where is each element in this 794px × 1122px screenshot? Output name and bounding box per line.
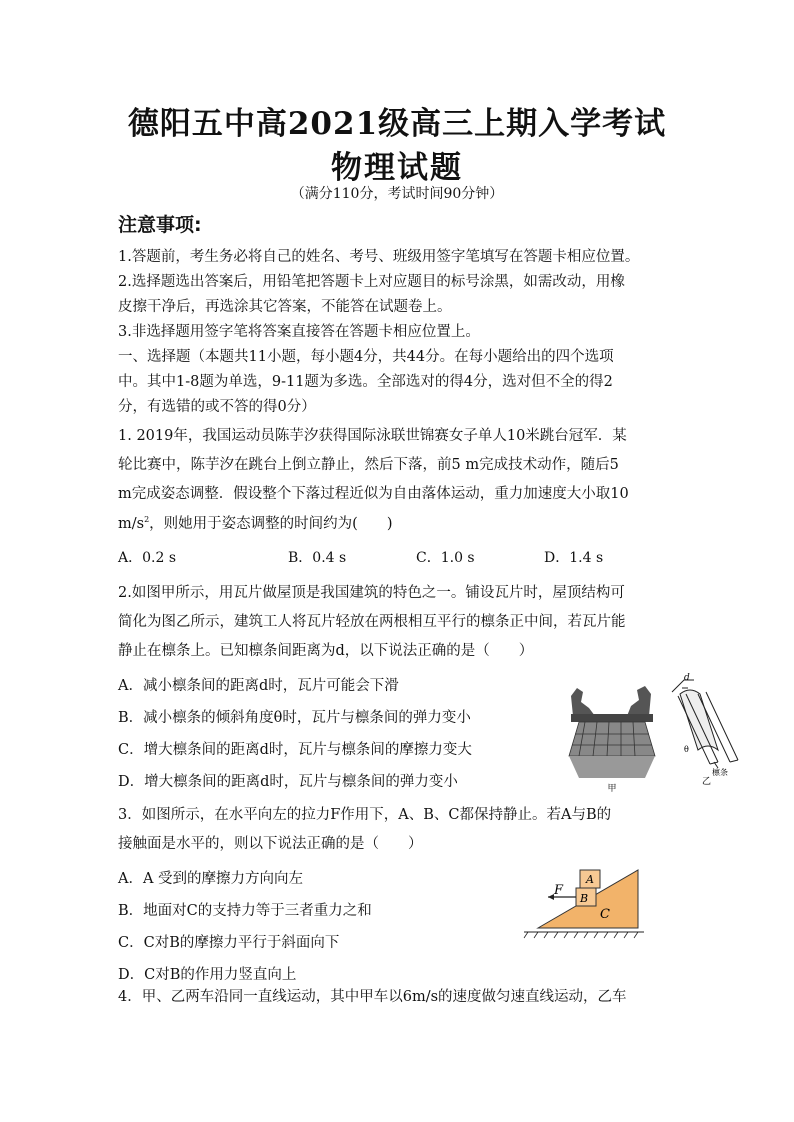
q1-question-end: ，则她用于姿态调整的时间约为( )	[149, 515, 393, 532]
theta-label: θ	[684, 745, 689, 754]
subject-title: 物理试题	[331, 150, 463, 186]
roof-tiles	[569, 722, 655, 756]
q2-line: 2.如图甲所示，用瓦片做屋顶是我国建筑的特色之一。铺设瓦片时，屋顶结构可	[118, 585, 625, 601]
section-intro-line: 一、选择题（本题共11小题，每小题4分，共44分。在每小题给出的四个选项	[118, 349, 614, 365]
purlin-figure	[662, 672, 742, 787]
q1-line: 1. 2019年，我国运动员陈芋汐获得国际泳联世锦赛女子单人10米跳台冠军．某	[118, 428, 627, 444]
roof-ridge-ornament	[571, 686, 653, 722]
q3-line: 3．如图所示，在水平向左的拉力F作用下，A、B、C都保持静止。若A与B的	[118, 807, 612, 823]
q3-option-a: A．A 受到的摩擦力方向向左	[118, 871, 304, 887]
q1-option-b: B．0.4 s	[288, 550, 347, 566]
q3-option-c: C．C对B的摩擦力平行于斜面向下	[118, 935, 340, 951]
purlin-label: 檩条	[712, 768, 728, 777]
notice-line: 1.答题前，考生务必将自己的姓名、考号、班级用签字笔填写在答题卡相应位置。	[118, 249, 640, 265]
q1-option-c: C．1.0 s	[416, 550, 475, 566]
q2-option-c: C．增大檩条间的距离d时，瓦片与檩条间的摩擦力变大	[118, 742, 472, 758]
exam-info: （满分110分，考试时间90分钟）	[290, 186, 504, 202]
q2-option-a: A．减小檩条间的距离d时，瓦片可能会下滑	[118, 678, 399, 694]
q2-option-b: B．减小檩条的倾斜角度θ时，瓦片与檩条间的弹力变小	[118, 710, 471, 726]
q1-unit: m/s	[118, 515, 145, 532]
q3-option-d: D．C对B的作用力竖直向上	[118, 967, 297, 983]
label-a: A	[586, 873, 594, 886]
ground-hatch	[524, 932, 638, 938]
q2-line: 静止在檩条上。已知檩条间距离为d，以下说法正确的是（ ）	[118, 643, 534, 659]
q3-line: 接触面是水平的，则以下说法正确的是（ ）	[118, 836, 423, 852]
label-c: C	[600, 907, 610, 922]
fig-label-jia: 甲	[607, 784, 617, 793]
notice-heading: 注意事项:	[118, 214, 202, 236]
q3-option-b: B．地面对C的支持力等于三者重力之和	[118, 903, 372, 919]
section-intro-line: 分，有选错的或不答的得0分）	[118, 399, 316, 415]
q1-line: m完成姿态调整．假设整个下落过程近似为自由落体运动，重力加速度大小取10	[118, 486, 629, 502]
q1-line: 轮比赛中，陈芋汐在跳台上倒立静止，然后下落，前5 m完成技术动作，随后5	[118, 457, 619, 473]
roof-figure	[565, 678, 660, 793]
q2-option-d: D．增大檩条间的距离d时，瓦片与檩条间的弹力变小	[118, 774, 458, 790]
q4-line: 4．甲、乙两车沿同一直线运动，其中甲车以6m/s的速度做匀速直线运动，乙车	[118, 989, 627, 1005]
section-intro-line: 中。其中1-8题为单选，9-11题为多选。全部选对的得4分，选对但不全的得2	[118, 374, 613, 390]
q1-option-d: D．1.4 s	[544, 550, 604, 566]
q1-option-a: A．0.2 s	[118, 550, 177, 566]
exam-title: 德阳五中高2021级高三上期入学考试	[127, 106, 667, 142]
q1-line-last	[118, 516, 392, 531]
d-label: d	[684, 673, 690, 683]
notice-line: 3.非选择题用签字笔将答案直接答在答题卡相应位置上。	[118, 324, 480, 340]
fig-label-yi: 乙	[702, 777, 712, 787]
q2-line: 简化为图乙所示，建筑工人将瓦片轻放在两根相互平行的檩条正中间，若瓦片能	[118, 614, 626, 630]
label-f: F	[554, 883, 564, 898]
roof-base	[569, 756, 655, 778]
q1-unit-exponent: 2	[144, 515, 150, 524]
label-b: B	[580, 892, 589, 905]
notice-line: 2.选择题选出答案后，用铅笔把答题卡上对应题目的标号涂黑，如需改动，用橡	[118, 274, 625, 290]
notice-line: 皮擦干净后，再选涂其它答案，不能答在试题卷上。	[118, 299, 452, 315]
wedge-figure	[520, 866, 648, 942]
